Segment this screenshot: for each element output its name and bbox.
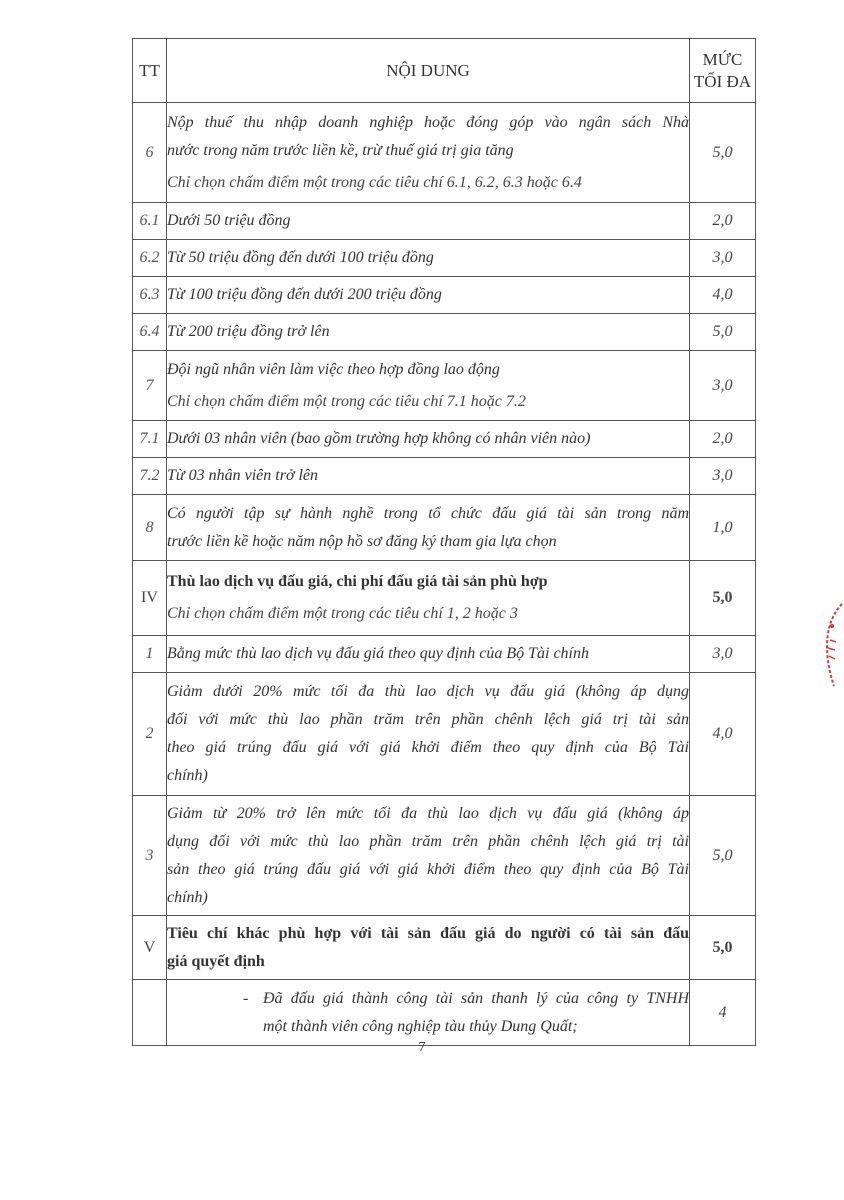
row-content bbox=[167, 636, 690, 673]
header-max-line2: TỐI ĐA bbox=[693, 71, 752, 91]
row-line: dụng đối với mức thù lao phần trăm trên phần chênh lệch giá trị tài bbox=[167, 832, 689, 850]
row-max-score: 3,0 bbox=[690, 351, 756, 421]
row-line: chính) bbox=[167, 888, 208, 906]
row-max-score: 3,0 bbox=[690, 636, 756, 673]
row-tt: 6.4 bbox=[133, 314, 167, 351]
row-tt: 6.1 bbox=[133, 203, 167, 240]
row-max-score: 1,0 bbox=[690, 495, 756, 561]
row-max-score: 4 bbox=[690, 980, 756, 1046]
row-content bbox=[167, 796, 690, 916]
row-content bbox=[167, 495, 690, 561]
row-max-score: 5,0 bbox=[690, 561, 756, 636]
table-row bbox=[133, 980, 756, 1046]
row-tt: V bbox=[133, 916, 167, 980]
table-header-row bbox=[133, 39, 756, 103]
row-content bbox=[167, 240, 690, 277]
row-line: Tiêu chí khác phù hợp với tài sản đấu giá do người có tài sản đấu bbox=[167, 924, 689, 942]
red-stamp-fragment bbox=[812, 600, 844, 690]
row-max-score: 2,0 bbox=[690, 421, 756, 458]
header-content: NỘI DUNG bbox=[167, 39, 690, 103]
row-tt bbox=[133, 980, 167, 1046]
row-content bbox=[167, 980, 690, 1046]
row-line: giá quyết định bbox=[167, 952, 265, 970]
table-row bbox=[133, 495, 756, 561]
row-content bbox=[167, 561, 690, 636]
row-max-score: 4,0 bbox=[690, 277, 756, 314]
row-content bbox=[167, 458, 690, 495]
row-line bbox=[243, 985, 689, 1013]
row-line: một thành viên công nghiệp tàu thủy Dung Quất; bbox=[263, 1017, 578, 1035]
row-line: Nộp thuế thu nhập doanh nghiệp hoặc đóng góp vào ngân sách Nhà bbox=[167, 113, 689, 131]
row-max-score: 5,0 bbox=[690, 103, 756, 203]
row-tt: IV bbox=[133, 561, 167, 636]
row-line: Từ 03 nhân viên trở lên bbox=[167, 467, 319, 484]
row-line: Từ 50 triệu đồng đến dưới 100 triệu đồng bbox=[167, 249, 434, 266]
row-line: đối với mức thù lao phần trăm trên phần chênh lệch giá trị tài sản bbox=[167, 711, 689, 728]
header-max-score bbox=[690, 39, 756, 103]
bullet-dash: - bbox=[243, 989, 249, 1007]
row-tt: 6.2 bbox=[133, 240, 167, 277]
row-note: Chỉ chọn chấm điểm một trong các tiêu chí 7.1 hoặc 7.2 bbox=[167, 392, 526, 410]
row-max-score: 3,0 bbox=[690, 458, 756, 495]
row-note: Chỉ chọn chấm điểm một trong các tiêu chí 6.1, 6.2, 6.3 hoặc 6.4 bbox=[167, 173, 582, 191]
row-tt: 2 bbox=[133, 673, 167, 796]
row-tt: 6.3 bbox=[133, 277, 167, 314]
header-max-line1: MỨC bbox=[702, 49, 743, 69]
row-line-text: Đã đấu giá thành công tài sản thanh lý của công ty TNHH bbox=[263, 989, 689, 1007]
row-content bbox=[167, 277, 690, 314]
row-max-score: 4,0 bbox=[690, 673, 756, 796]
row-tt: 7.2 bbox=[133, 458, 167, 495]
row-line: Giảm dưới 20% mức tối đa thù lao dịch vụ đấu giá (không áp dụng bbox=[167, 683, 689, 700]
row-content bbox=[167, 351, 690, 421]
table-row bbox=[133, 673, 756, 796]
table-row bbox=[133, 314, 756, 351]
row-line: Có người tập sự hành nghề trong tổ chức đấu giá tài sản trong năm bbox=[167, 504, 689, 522]
page-number: 7 bbox=[418, 1040, 426, 1055]
row-tt: 8 bbox=[133, 495, 167, 561]
row-max-score: 5,0 bbox=[690, 796, 756, 916]
row-max-score: 5,0 bbox=[690, 314, 756, 351]
row-line: Thù lao dịch vụ đấu giá, chi phí đấu giá tài sản phù hợp bbox=[167, 573, 548, 590]
row-line: Dưới 03 nhân viên (bao gồm trường hợp không có nhân viên nào) bbox=[167, 430, 591, 447]
row-tt: 7.1 bbox=[133, 421, 167, 458]
table-row bbox=[133, 421, 756, 458]
row-tt: 1 bbox=[133, 636, 167, 673]
row-line: Giảm từ 20% trở lên mức tối đa thù lao dịch vụ đấu giá (không áp bbox=[167, 804, 689, 822]
row-line: trước liền kề hoặc năm nộp hồ sơ đăng ký tham gia lựa chọn bbox=[167, 532, 557, 550]
row-content bbox=[167, 314, 690, 351]
row-content bbox=[167, 421, 690, 458]
row-line: sản theo giá trúng đấu giá với giá khởi điểm theo quy định của Bộ Tài bbox=[167, 860, 689, 878]
row-line: Đội ngũ nhân viên làm việc theo hợp đồng lao động bbox=[167, 360, 500, 378]
row-line: Từ 200 triệu đồng trở lên bbox=[167, 323, 330, 340]
row-max-score: 2,0 bbox=[690, 203, 756, 240]
table-row bbox=[133, 636, 756, 673]
criteria-table bbox=[132, 38, 756, 1046]
row-content bbox=[167, 103, 690, 203]
row-line: Dưới 50 triệu đồng bbox=[167, 212, 291, 229]
row-content bbox=[167, 203, 690, 240]
row-tt: 7 bbox=[133, 351, 167, 421]
table-row bbox=[133, 277, 756, 314]
table-row bbox=[133, 796, 756, 916]
header-tt: TT bbox=[133, 39, 167, 103]
table-row bbox=[133, 458, 756, 495]
table-row bbox=[133, 203, 756, 240]
row-line: Bằng mức thù lao dịch vụ đấu giá theo quy định của Bộ Tài chính bbox=[167, 645, 589, 662]
row-max-score: 3,0 bbox=[690, 240, 756, 277]
table-row bbox=[133, 561, 756, 636]
table-row bbox=[133, 916, 756, 980]
row-content bbox=[167, 916, 690, 980]
row-tt: 3 bbox=[133, 796, 167, 916]
row-tt: 6 bbox=[133, 103, 167, 203]
row-note: Chỉ chọn chấm điểm một trong các tiêu chí 1, 2 hoặc 3 bbox=[167, 605, 518, 622]
row-max-score: 5,0 bbox=[690, 916, 756, 980]
row-line: nước trong năm trước liền kề, trừ thuế giá trị gia tăng bbox=[167, 141, 514, 159]
row-content bbox=[167, 673, 690, 796]
table-row bbox=[133, 351, 756, 421]
row-line: theo giá trúng đấu giá với giá khởi điểm theo quy định của Bộ Tài bbox=[167, 739, 689, 756]
table-row bbox=[133, 240, 756, 277]
table-row bbox=[133, 103, 756, 203]
row-line: Từ 100 triệu đồng đến dưới 200 triệu đồng bbox=[167, 286, 442, 303]
row-line: chính) bbox=[167, 767, 208, 784]
